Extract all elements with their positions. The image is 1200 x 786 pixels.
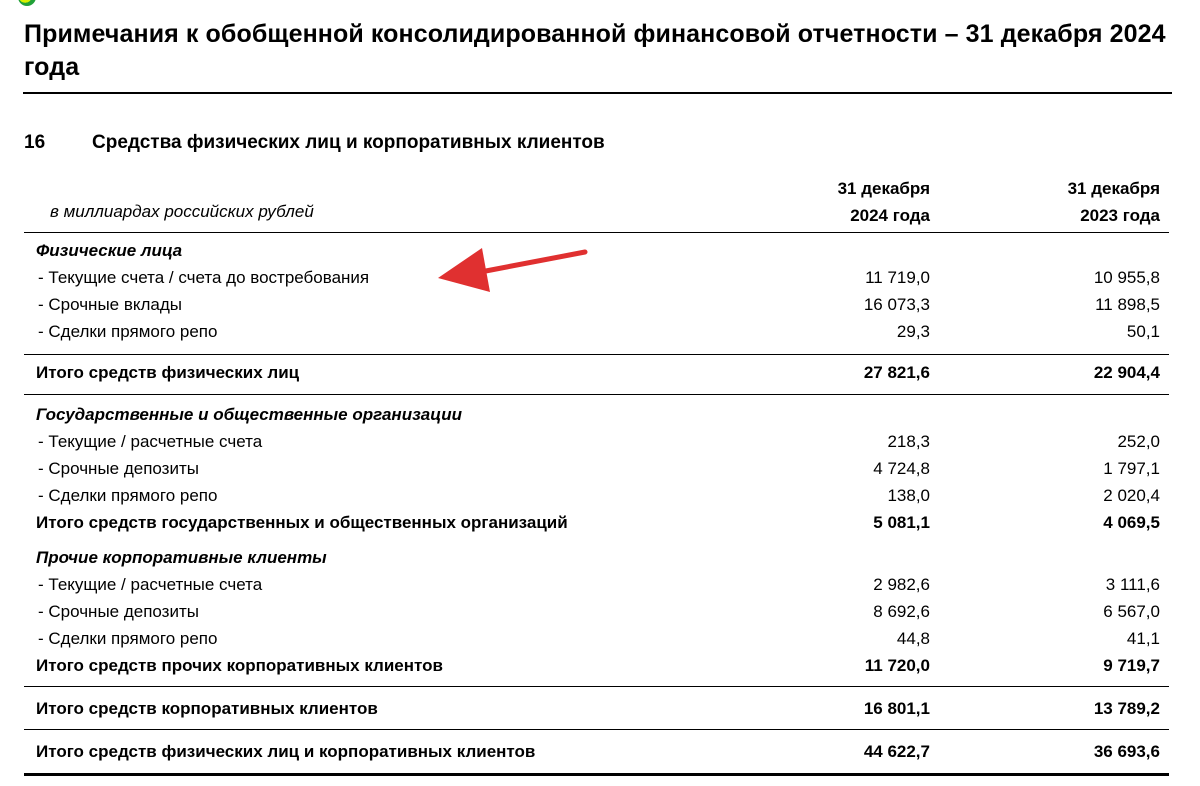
row-label: Итого средств государственных и общественных организаций <box>36 513 568 532</box>
column-header-2023 <box>940 175 1160 229</box>
row-label: Государственные и общественные организации <box>36 405 462 424</box>
total-row <box>24 695 1169 722</box>
value-2024: 5 081,1 <box>873 513 930 532</box>
row-label: - Срочные вклады <box>38 295 183 314</box>
column-header-line: 2024 года <box>850 206 930 225</box>
page-title: Примечания к обобщенной консолидированной финансовой отчетности – 31 декабря 2024 года <box>24 20 1166 81</box>
value-2023: 3 111,6 <box>1105 575 1160 594</box>
value-2024: 138,0 <box>887 486 930 505</box>
table-row <box>24 598 1169 625</box>
value-2023: 9 719,7 <box>1103 656 1160 675</box>
total-row <box>24 652 1169 679</box>
row-label: - Сделки прямого репо <box>38 486 218 505</box>
value-2024: 44,8 <box>896 629 930 648</box>
row-label: Итого средств прочих корпоративных клиентов <box>36 656 443 675</box>
row-label: - Срочные депозиты <box>38 602 199 621</box>
value-2024: 4 724,8 <box>873 459 930 478</box>
value-2024: 11 720,0 <box>864 656 930 675</box>
table-row <box>24 428 1169 455</box>
column-header-line: 31 декабря <box>837 179 930 198</box>
value-2024: 27 821,6 <box>863 363 930 382</box>
value-2024: 44 622,7 <box>863 742 930 761</box>
row-label: Итого средств физических лиц и корпоративных клиентов <box>36 742 536 761</box>
table-row <box>24 482 1169 509</box>
total-row <box>24 509 1169 536</box>
row-label: - Сделки прямого репо <box>38 629 218 648</box>
logo-icon <box>18 0 36 6</box>
value-2023: 6 567,0 <box>1103 602 1160 621</box>
column-header-line: 31 декабря <box>1067 179 1160 198</box>
column-header-2024 <box>710 175 930 229</box>
table-header <box>24 172 1169 233</box>
arrow-head <box>438 248 490 292</box>
table-body <box>24 233 1169 776</box>
value-2024: 2 982,6 <box>873 575 930 594</box>
row-label: - Сделки прямого репо <box>38 322 218 341</box>
table-row <box>24 625 1169 652</box>
value-2024: 29,3 <box>896 322 930 341</box>
arrow-left-icon <box>430 234 600 304</box>
table-row <box>24 318 1169 345</box>
value-2024: 8 692,6 <box>873 602 930 621</box>
note-number: 16 <box>24 132 46 153</box>
row-label: - Текущие / расчетные счета <box>38 575 263 594</box>
title-divider <box>23 92 1172 94</box>
value-2023: 22 904,4 <box>1093 363 1160 382</box>
table-section <box>24 355 1169 395</box>
row-label: Прочие корпоративные клиенты <box>36 548 327 567</box>
value-2024: 11 719,0 <box>865 268 930 287</box>
table-section <box>24 730 1169 776</box>
table-row <box>24 571 1169 598</box>
value-2024: 218,3 <box>887 432 930 451</box>
table-section <box>24 395 1169 687</box>
value-2023: 252,0 <box>1117 432 1160 451</box>
row-label: - Срочные депозиты <box>38 459 199 478</box>
unit-label: в миллиардах российских рублей <box>50 202 314 221</box>
total-row <box>24 738 1169 765</box>
arrow-shaft <box>470 252 585 274</box>
value-2023: 10 955,8 <box>1093 268 1160 287</box>
column-header-line: 2023 года <box>1080 206 1160 225</box>
row-label: Итого средств корпоративных клиентов <box>36 699 378 718</box>
value-2024: 16 801,1 <box>863 699 930 718</box>
total-row <box>24 359 1169 386</box>
value-2023: 41,1 <box>1126 629 1160 648</box>
row-label: - Текущие счета / счета до востребования <box>38 268 370 287</box>
value-2023: 36 693,6 <box>1093 742 1160 761</box>
table-section <box>24 687 1169 730</box>
value-2023: 50,1 <box>1126 322 1160 341</box>
category-row <box>24 544 1169 571</box>
value-2023: 13 789,2 <box>1093 699 1160 718</box>
value-2023: 1 797,1 <box>1103 459 1160 478</box>
category-row <box>24 401 1169 428</box>
value-2023: 2 020,4 <box>1103 486 1160 505</box>
row-label: Итого средств физических лиц <box>36 363 300 382</box>
table-row <box>24 455 1169 482</box>
value-2024: 16 073,3 <box>863 295 930 314</box>
row-label: - Текущие / расчетные счета <box>38 432 263 451</box>
row-label: Физические лица <box>36 241 183 260</box>
value-2023: 11 898,5 <box>1095 295 1160 314</box>
value-2023: 4 069,5 <box>1103 513 1160 532</box>
note-title: Средства физических лиц и корпоративных клиентов <box>92 132 605 153</box>
